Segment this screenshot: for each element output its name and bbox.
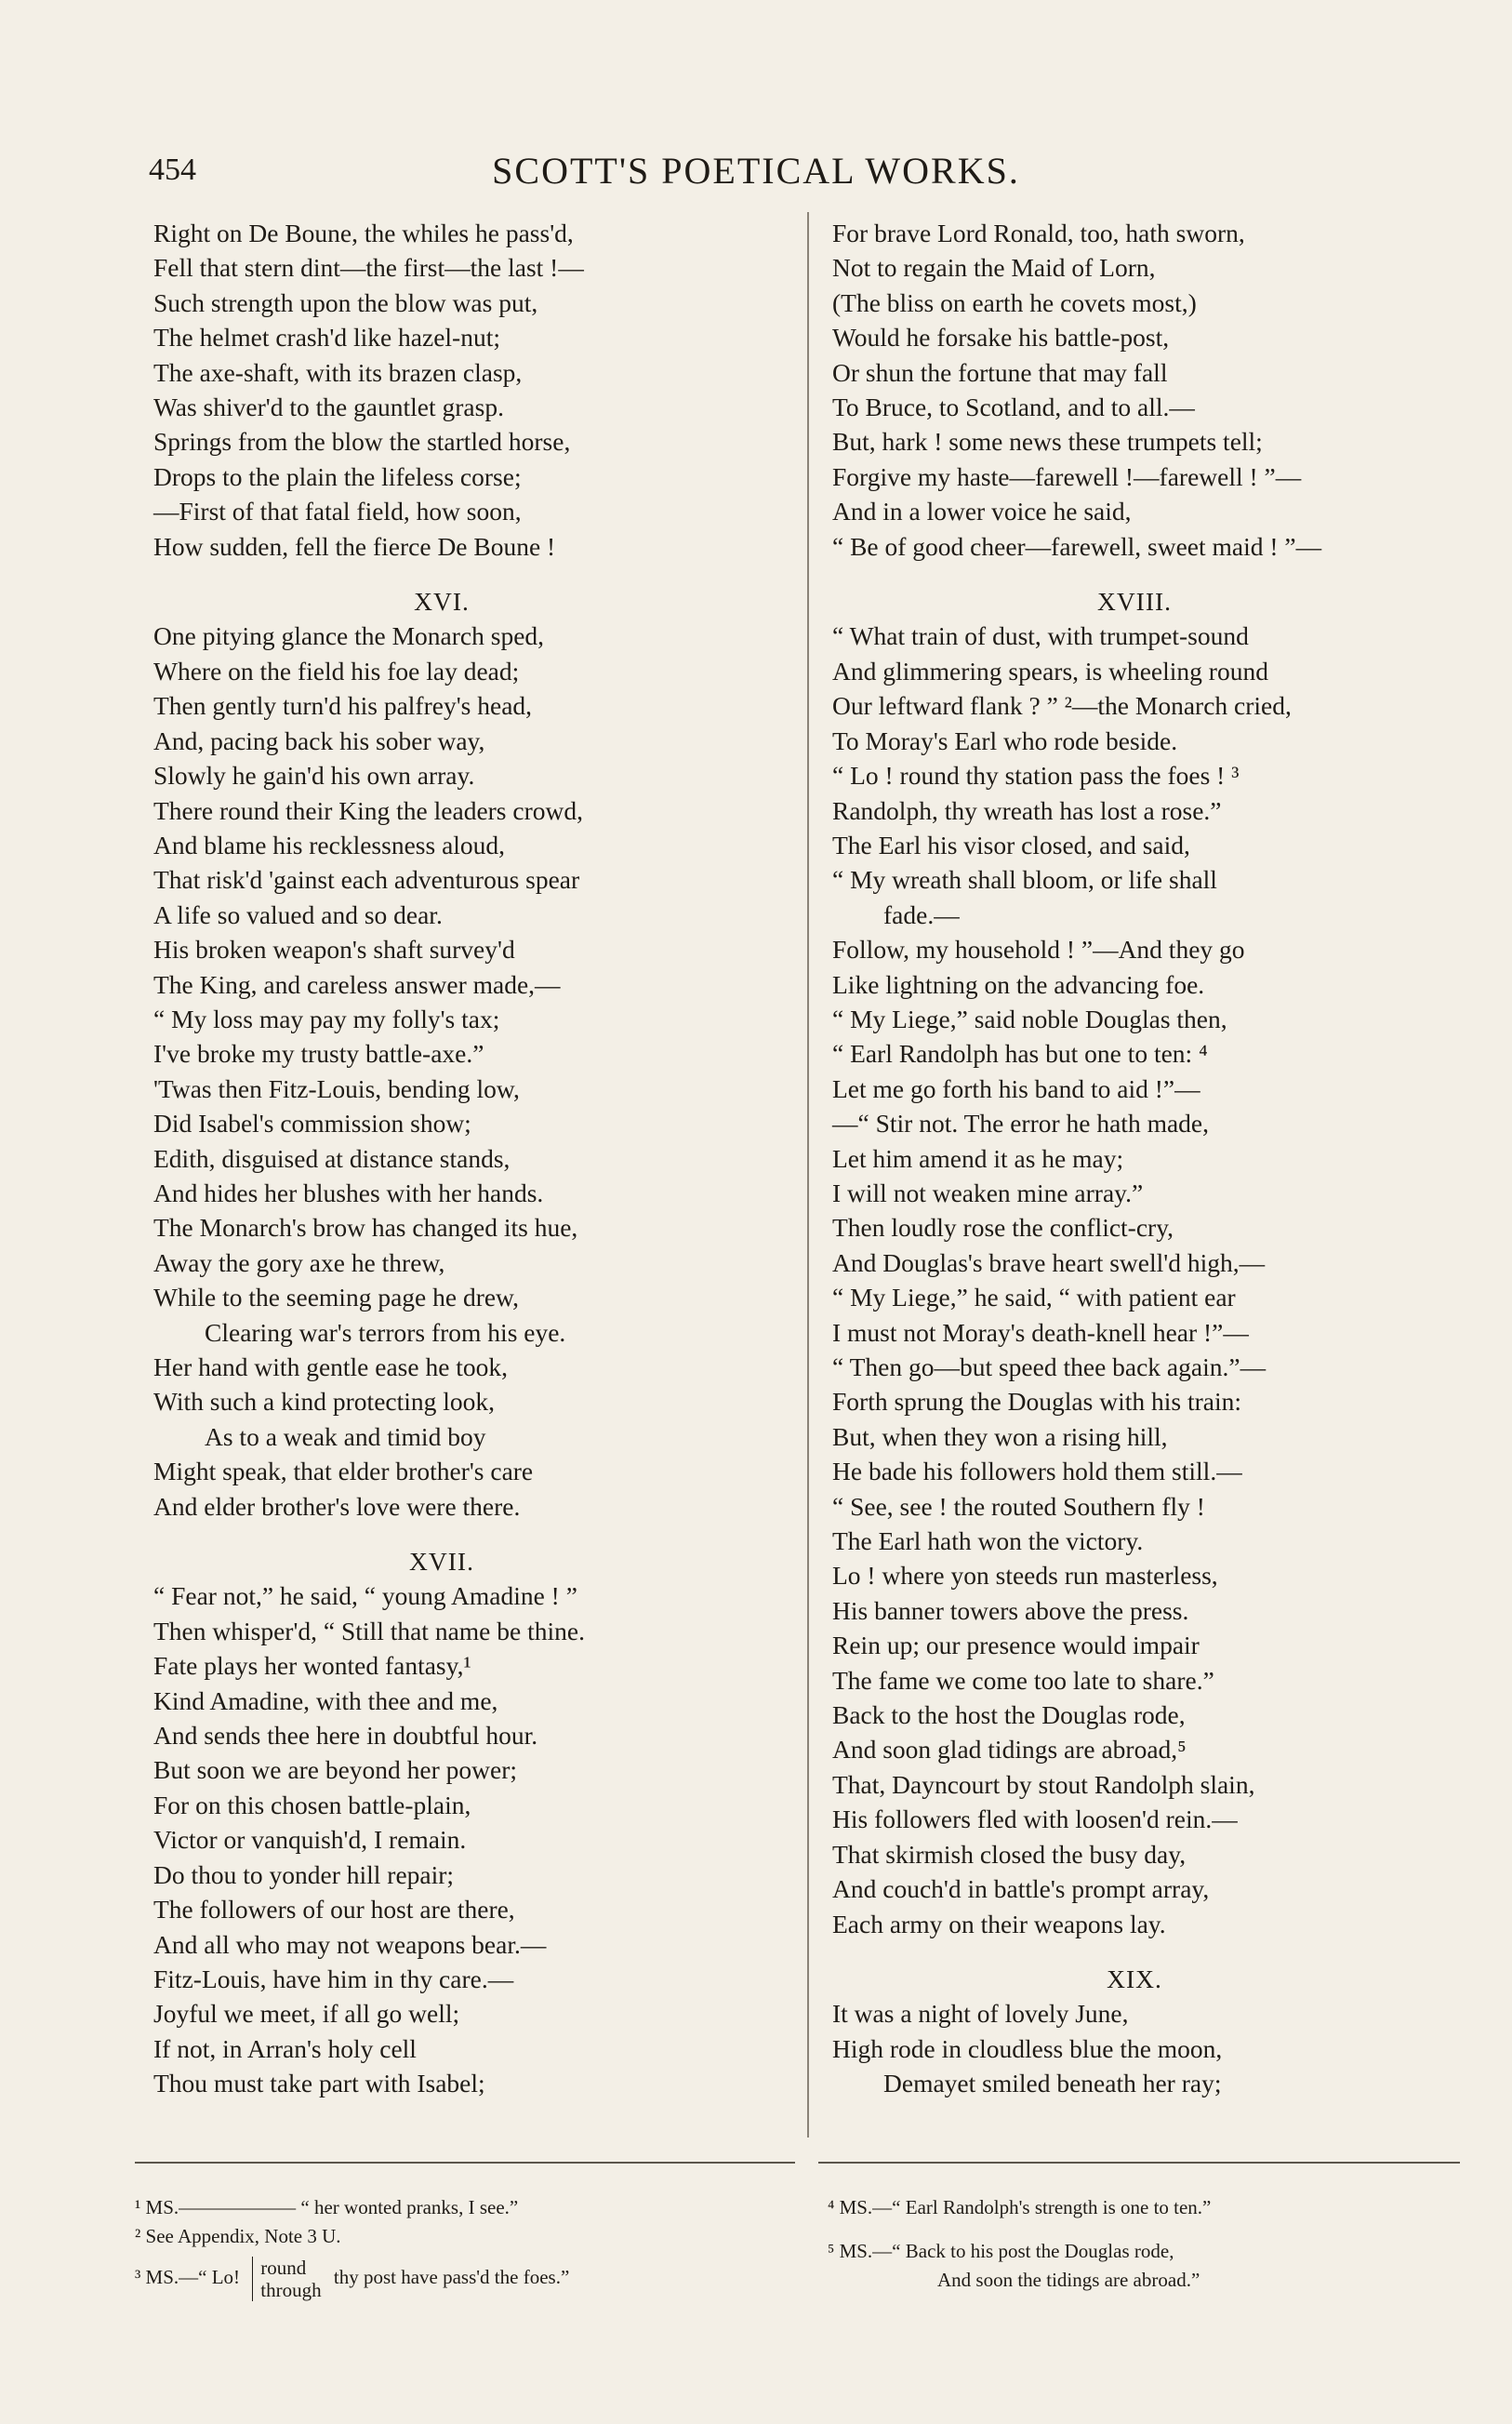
verse-line: —First of that fatal field, how soon, [153, 497, 522, 526]
verse-line: To Bruce, to Scotland, and to all.— [832, 393, 1195, 422]
verse-line: The helmet crash'd like hazel-nut; [153, 323, 500, 353]
verse-line: High rode in cloudless blue the moon, [832, 2033, 1223, 2063]
verse-line: As to a weak and timid boy [205, 1421, 486, 1451]
verse-line: The followers of our host are there, [153, 1895, 515, 1925]
verse-line: “ My wreath shall bloom, or life shall [832, 865, 1217, 895]
verse-line: Springs from the blow the startled horse, [153, 427, 571, 457]
verse-line: The axe-shaft, with its brazen clasp, [153, 357, 523, 387]
verse-line: But soon we are beyond her power; [153, 1755, 518, 1785]
variant-reading: round [260, 2257, 307, 2279]
left-column [153, 216, 795, 2101]
verse-line: It was a night of lovely June, [832, 1999, 1129, 2029]
footnote-2: ² See Appendix, Note 3 U. [135, 2225, 341, 2247]
verse-line: Victor or vanquish'd, I remain. [153, 1825, 467, 1855]
verse-line: “ See, see ! the routed Southern fly ! [832, 1491, 1205, 1521]
page-header [0, 149, 1512, 195]
stanza-xvi [153, 619, 795, 1524]
verse-line: Such strength upon the blow was put, [153, 287, 538, 317]
verse-line: His banner towers above the press. [832, 1595, 1189, 1625]
verse-line: That skirmish closed the busy day, [832, 1839, 1187, 1869]
verse-line: “ Then go—but speed thee back again.”— [832, 1352, 1267, 1381]
footnote-rule-left [135, 2162, 795, 2164]
verse-line: —“ Stir not. The error he hath made, [832, 1109, 1209, 1139]
verse-line: If not, in Arran's holy cell [153, 2033, 417, 2063]
verse-line: I've broke my trusty battle-axe.” [153, 1039, 484, 1069]
verse-line: But, when they won a rising hill, [832, 1421, 1168, 1451]
verse-line: And, pacing back his sober way, [153, 726, 485, 755]
footnotes-right [828, 2193, 1479, 2295]
verse-line: Right on De Boune, the whiles he pass'd, [153, 219, 574, 247]
verse-line: Thou must take part with Isabel; [153, 2069, 485, 2098]
verse-line: And Douglas's brave heart swell'd high,— [832, 1247, 1266, 1277]
verse-line: A life so valued and so dear. [153, 899, 443, 929]
verse-line: Her hand with gentle ease he took, [153, 1352, 509, 1381]
verse-line: Joyful we meet, if all go well; [153, 1999, 460, 2029]
verse-line: “ Be of good cheer—farewell, sweet maid ! ”— [832, 531, 1322, 561]
verse-line: Did Isabel's commission show; [153, 1109, 471, 1139]
stanza-intro-right [832, 216, 1474, 564]
verse-line: And elder brother's love were there. [153, 1491, 521, 1521]
verse-line: Where on the field his foe lay dead; [153, 656, 520, 686]
verse-line: And soon glad tidings are abroad,⁵ [832, 1735, 1187, 1765]
verse-line: “ Lo ! round thy station pass the foes ! ³ [832, 761, 1240, 791]
verse-line: His followers fled with loosen'd rein.— [832, 1805, 1238, 1834]
verse-line: Might speak, that elder brother's care [153, 1457, 534, 1486]
verse-line: The fame we come too late to share.” [832, 1665, 1214, 1695]
verse-line: There round their King the leaders crowd, [153, 795, 583, 825]
verse-line: Fell that stern dint—the first—the last !— [153, 253, 584, 283]
page-number: 454 [149, 153, 196, 187]
verse-line: With such a kind protecting look, [153, 1387, 496, 1417]
verse-line: How sudden, fell the fierce De Boune ! [153, 531, 556, 561]
verse-line: And sends thee here in doubtful hour. [153, 1721, 538, 1751]
verse-line: The Earl his visor closed, and said, [832, 830, 1190, 859]
verse-line: For on this chosen battle-plain, [153, 1790, 471, 1819]
verse-line: Fate plays her wonted fantasy,¹ [153, 1651, 471, 1681]
verse-line: “ My loss may pay my folly's tax; [153, 1004, 500, 1033]
verse-line: I will not weaken mine array.” [832, 1178, 1144, 1207]
verse-line: Each army on their weapons lay. [832, 1909, 1166, 1938]
verse-line: To Moray's Earl who rode beside. [832, 726, 1178, 755]
verse-line: Or shun the fortune that may fall [832, 357, 1168, 387]
verse-line: While to the seeming page he drew, [153, 1283, 520, 1312]
verse-line: Randolph, thy wreath has lost a rose.” [832, 795, 1222, 825]
stanza-xix [832, 1996, 1474, 2100]
verse-line: Fitz-Louis, have him in thy care.— [153, 1964, 514, 1993]
verse-line: He bade his followers hold them still.— [832, 1457, 1242, 1486]
verse-line: Let him amend it as he may; [832, 1143, 1124, 1173]
verse-line: Clearing war's terrors from his eye. [205, 1317, 566, 1347]
verse-line: Follow, my household ! ”—And they go [832, 935, 1245, 965]
verse-line: For brave Lord Ronald, too, hath sworn, [832, 219, 1245, 247]
verse-line: Drops to the plain the lifeless corse; [153, 461, 522, 491]
verse-line: Forgive my haste—farewell !—farewell ! ”— [832, 461, 1302, 491]
variant-reading: through [260, 2279, 322, 2301]
verse-line: Would he forsake his battle-post, [832, 323, 1170, 353]
verse-line: And couch'd in battle's prompt array, [832, 1874, 1210, 1904]
verse-line: The Earl hath won the victory. [832, 1526, 1144, 1556]
running-title: SCOTT'S POETICAL WORKS. [492, 150, 1020, 192]
stanza-xvii [153, 1578, 795, 2100]
verse-line: And all who may not weapons bear.— [153, 1929, 547, 1959]
verse-line: And glimmering spears, is wheeling round [832, 656, 1268, 686]
footnote-3-variants [252, 2257, 321, 2301]
verse-line: Our leftward flank ? ” ²—the Monarch cried, [832, 691, 1292, 721]
verse-line: Edith, disguised at distance stands, [153, 1143, 511, 1173]
verse-line: Away the gory axe he threw, [153, 1247, 445, 1277]
footnote-4: ⁴ MS.—“ Earl Randolph's strength is one to ten.” [828, 2196, 1212, 2218]
stanza-heading-xvii: XVII. [409, 1547, 474, 1577]
verse-line: Back to the host the Douglas rode, [832, 1700, 1186, 1730]
verse-line: “ Fear not,” he said, “ young Amadine ! ” [153, 1581, 577, 1611]
verse-line: (The bliss on earth he covets most,) [832, 287, 1197, 317]
footnote-3-suffix: thy post have pass'd the foes.” [333, 2265, 570, 2288]
verse-line: fade.— [883, 899, 960, 929]
stanza-heading-xix: XIX. [1107, 1964, 1162, 1993]
verse-line: Kind Amadine, with thee and me, [153, 1685, 498, 1715]
verse-line: But, hark ! some news these trumpets tell; [832, 427, 1263, 457]
stanza-heading-xviii: XVIII. [1096, 587, 1173, 617]
verse-line: I must not Moray's death-knell hear !”— [832, 1317, 1249, 1347]
verse-line: 'Twas then Fitz-Louis, bending low, [153, 1073, 520, 1103]
verse-line: Forth sprung the Douglas with his train: [832, 1387, 1241, 1417]
right-column [832, 216, 1474, 2101]
verse-line: Was shiver'd to the gauntlet grasp. [153, 393, 504, 422]
verse-line: “ Earl Randolph has but one to ten: ⁴ [832, 1039, 1208, 1069]
footnote-3 [135, 2257, 786, 2301]
verse-line: Lo ! where yon steeds run masterless, [832, 1561, 1218, 1591]
stanza-xviii [832, 619, 1474, 1940]
footnote-rule-right [818, 2162, 1460, 2164]
verse-line: That risk'd 'gainst each adventurous spear [153, 865, 580, 895]
verse-line: And blame his recklessness aloud, [153, 830, 506, 859]
verse-line: Not to regain the Maid of Lorn, [832, 253, 1156, 283]
verse-line: Rein up; our presence would impair [832, 1631, 1200, 1660]
verse-line: And in a lower voice he said, [832, 497, 1132, 526]
verse-line: The Monarch's brow has changed its hue, [153, 1213, 578, 1243]
footnote-5: ⁵ MS.—“ Back to his post the Douglas rode, [828, 2240, 1174, 2262]
verse-line: “ What train of dust, with trumpet-sound [832, 621, 1249, 651]
verse-line: Do thou to yonder hill repair; [153, 1859, 455, 1889]
verse-line: Then whisper'd, “ Still that name be thine. [153, 1616, 585, 1645]
verse-line: Then loudly rose the conflict-cry, [832, 1213, 1174, 1243]
verse-line: Like lightning on the advancing foe. [832, 969, 1205, 999]
verse-line: And hides her blushes with her hands. [153, 1178, 544, 1207]
footnotes-left [135, 2193, 786, 2301]
footnote-1: ¹ MS.—————— “ her wonted pranks, I see.” [135, 2196, 519, 2218]
verse-line: “ My Liege,” he said, “ with patient ear [832, 1283, 1236, 1312]
verse-line: The King, and careless answer made,— [153, 969, 561, 999]
footnote-3-prefix: ³ MS.—“ Lo! [135, 2265, 241, 2288]
verse-line: Let me go forth his band to aid !”— [832, 1073, 1200, 1103]
verse-line: His broken weapon's shaft survey'd [153, 935, 515, 965]
verse-line: One pitying glance the Monarch sped, [153, 621, 545, 651]
verse-line: That, Dayncourt by stout Randolph slain, [832, 1769, 1255, 1799]
stanza-heading-xvi: XVI. [414, 587, 470, 617]
verse-line: Then gently turn'd his palfrey's head, [153, 691, 533, 721]
verse-line: Demayet smiled beneath her ray; [883, 2069, 1222, 2098]
column-divider [807, 212, 809, 2138]
stanza-intro-left [153, 216, 795, 564]
verse-line: “ My Liege,” said noble Douglas then, [832, 1004, 1227, 1033]
verse-line: Slowly he gain'd his own array. [153, 761, 475, 791]
footnote-5-continuation: And soon the tidings are abroad.” [937, 2269, 1200, 2291]
